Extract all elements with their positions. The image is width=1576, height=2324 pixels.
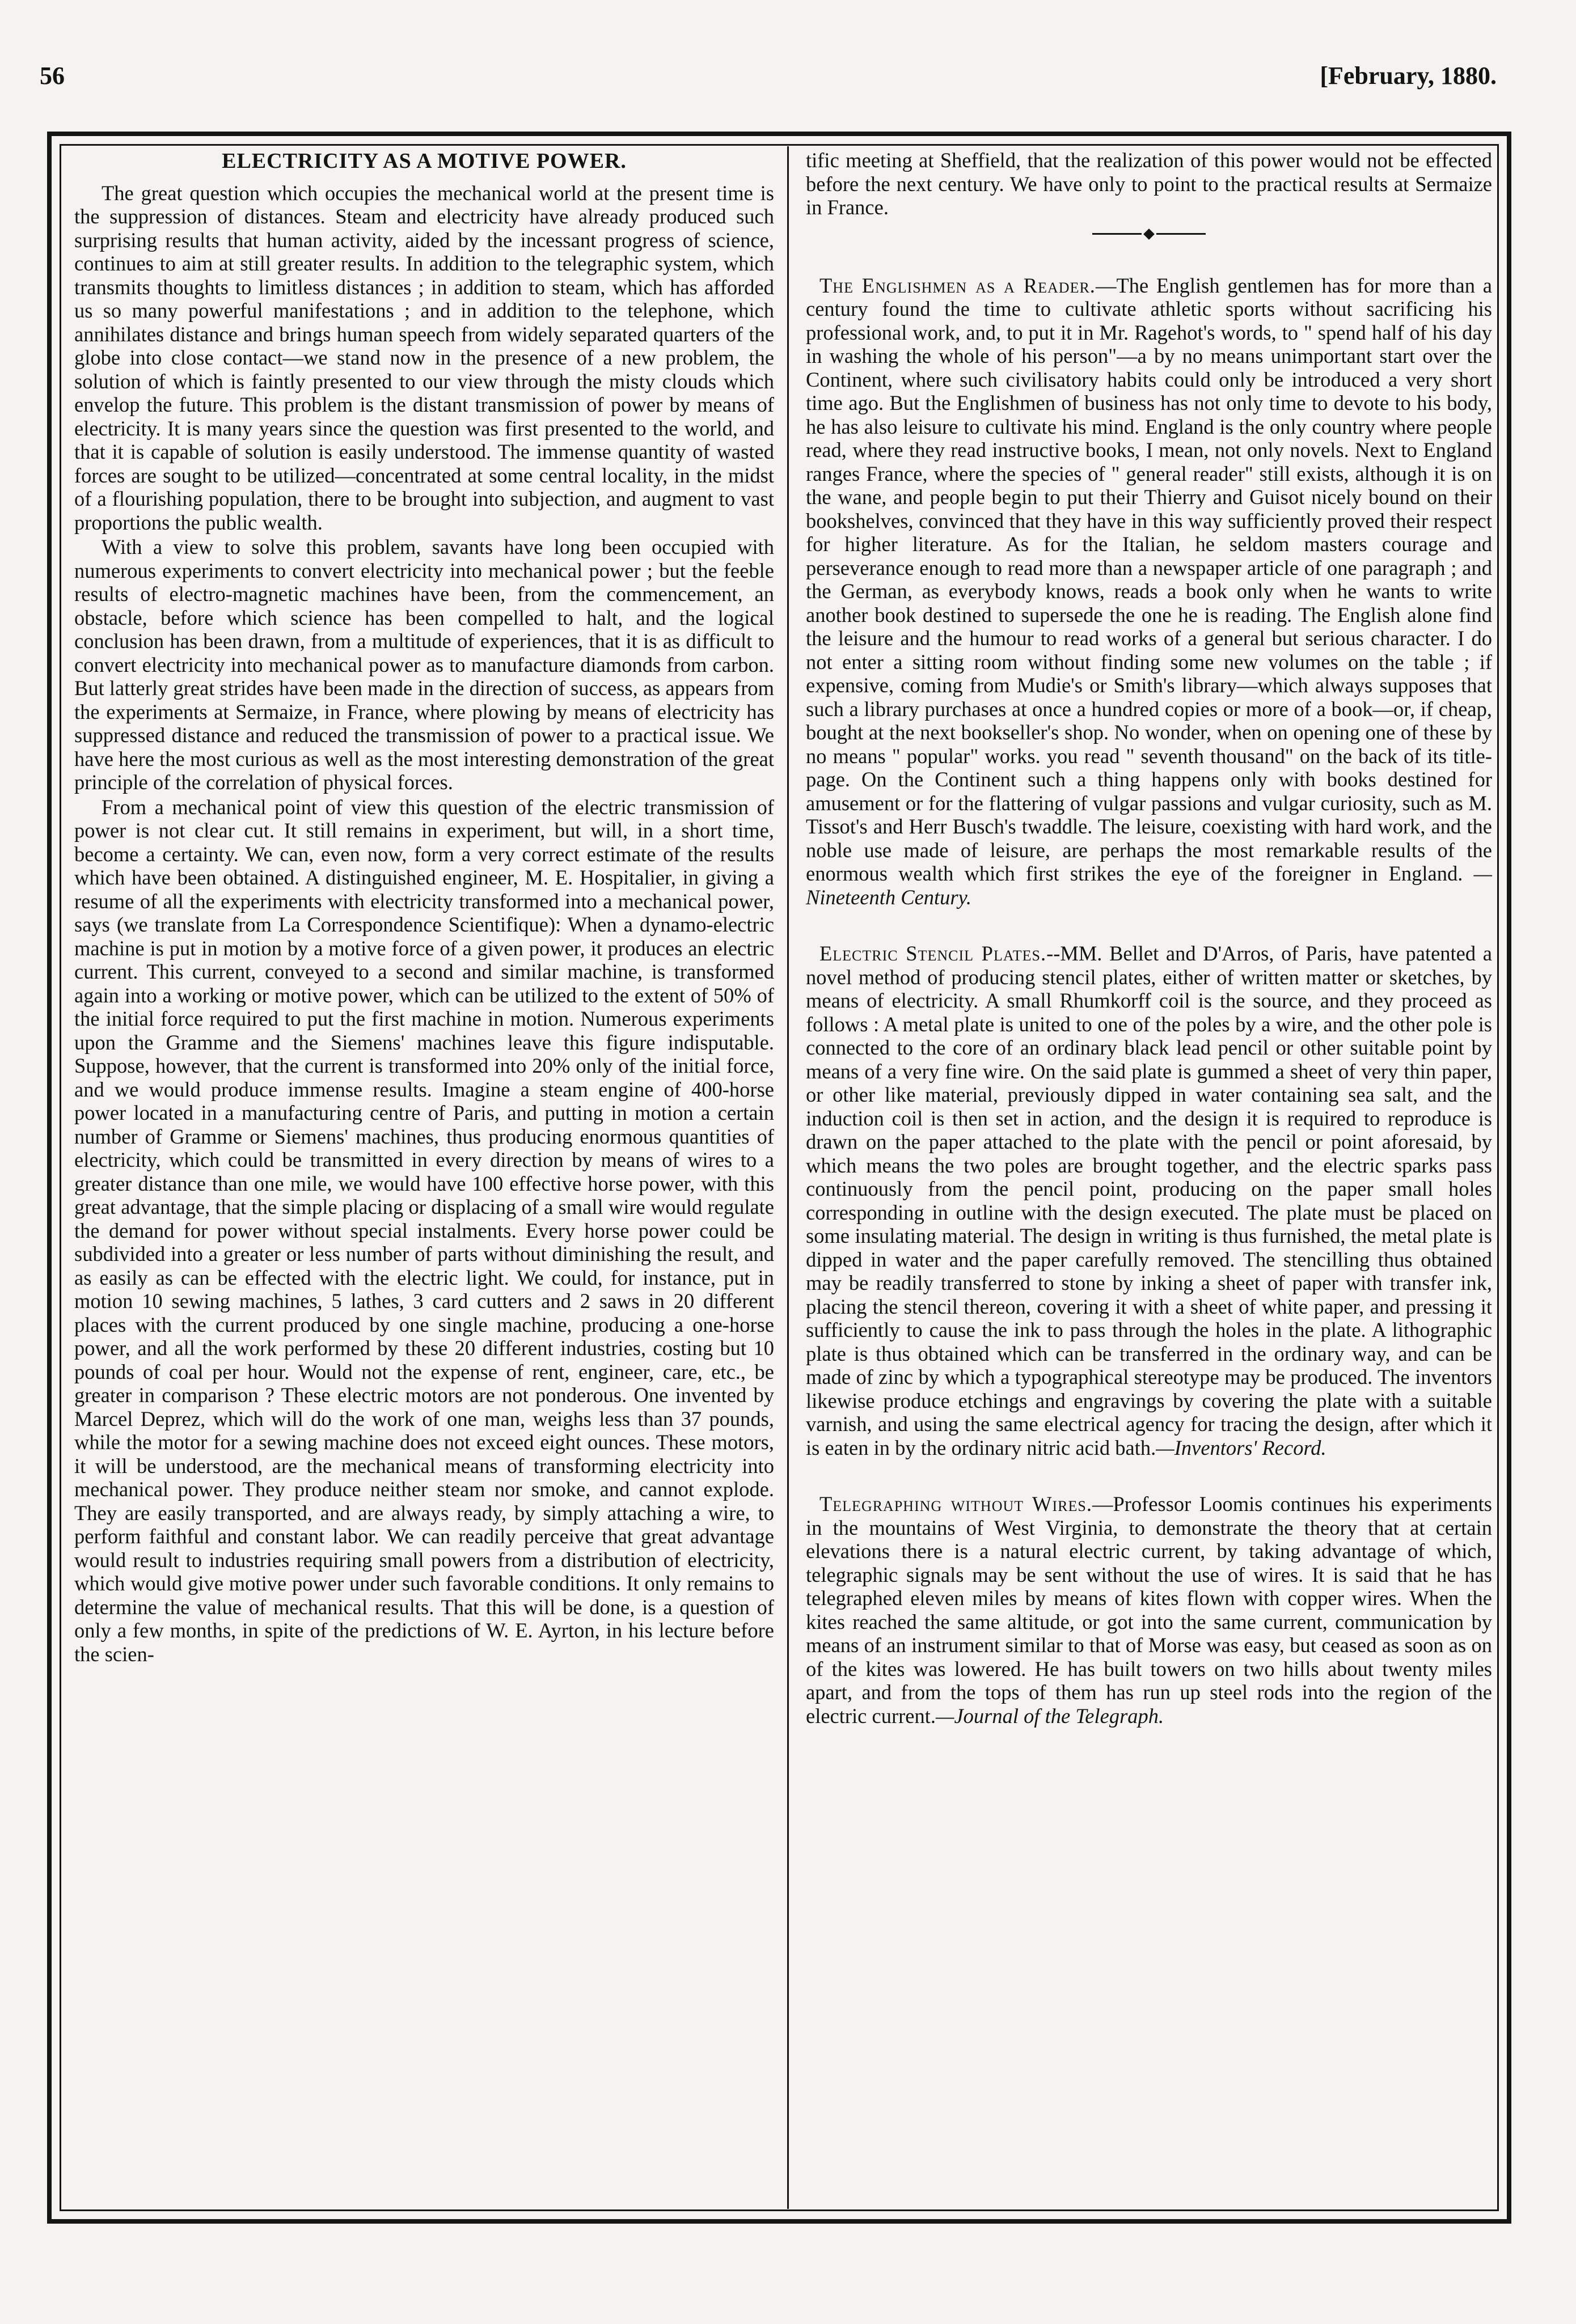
issue-date: [February, 1880. (1320, 62, 1497, 90)
article-paragraph-1: The great question which occupies the mechanical world at the present time is the suppression of distances. Steam and electricity have already produced such surprising results that human activity, aided by the incessant progress of science, continues to aim at still greater results. In addition to the telegraphic system, which transmits thoughts to limitless distances ; in addition to steam, which has afforded us so many powerful manifestations ; and in addition to the telephone, which annihilates distance and brings human speech from widely separated quarters of the globe into close contact—we stand now in the presence of a new problem, the solution of which is faintly presented to our view through the misty clouds which envelop the future. This problem is the distant transmission of power by means of electricity. It is many years since the question was first presented to the world, and that it is capable of solution is easily understood. The immense quantity of wasted forces are sought to be utilized—concentrated at some central locality, in the midst of a flourishing population, there to be brought into subjection, and augment to vast proportions the public wealth. (74, 181, 774, 534)
article-continuation: tific meeting at Sheffield, that the realization of this power would not be effected before the next century. We have only to point to the practical results at Sermaize in France. (806, 149, 1492, 219)
article-paragraph-2: With a view to solve this problem, savants have long been occupied with numerous experiments to convert electricity into mechanical power ; but the feeble results of electro-magnetic machines have been, from the commencement, an obstacle, before which science has been compelled to halt, and the logical conclusion has been drawn, from a multitude of experiences, that it is as difficult to convert electricity into mechanical power as to manufacture diamonds from carbon. But latterly great strides have been made in the direction of success, as appears from the experiments at Sermaize, in France, where plowing by means of electricity has suppressed distance and reduced the transmission of power to a practical issue. We have here the most curious as well as the most interesting demonstration of the great principle of the correlation of physical forces. (74, 535, 774, 794)
column-divider (787, 146, 789, 2209)
double-rule-frame (47, 132, 1511, 2224)
section-source: —Nineteenth Century. (806, 862, 1492, 909)
section-source: —Journal of the Telegraph. (935, 1704, 1164, 1728)
section-body: --MM. Bellet and D'Arros, of Paris, have patented a novel method of producing stencil plates, either of written matter or sketches, by means of electricity. A small Rhumkorff coil is the source, and they proceed as follows : A metal plate is united to one of the poles by a wire, and the other pole is connected to the core of an ordinary black lead pencil or other suitable point by means of a very fine wire. On the said plate is gummed a sheet of very thin paper, or other like material, previously dipped in water containing sea salt, and the induction coil is then set in action, and the design it is required to reproduce is drawn on the paper attached to the plate with the pencil or point aforesaid, by which means the two poles are brought together, and the electric sparks pass continuously from the pencil point, producing on the paper small holes corresponding in outline with the design executed. The plate must be placed on some insulating material. The design in writing is thus furnished, the metal plate is dipped in water and the paper carefully removed. The stencilling thus obtained may be readily transferred to stone by inking a sheet of paper with transfer ink, placing the stencil thereon, covering it with a sheet of white paper, and pressing it sufficiently to cause the ink to pass through the holes in the plate. A lithographic plate is thus obtained which can be transferred in the ordinary way, and can be made of zinc by which a typographical stereotype may be produced. The inventors likewise produce etchings and engravings by covering the plate with a suitable varnish, and using the same electrical agency for tracing the design, after which it is eaten in by the ordinary nitric acid bath. (806, 942, 1492, 1459)
section-heading: Electric Stencil Plates. (819, 942, 1047, 965)
dash-diamond-dash-ornament (1092, 227, 1206, 241)
section-englishmen-reader (806, 274, 1492, 909)
section-heading: The Englishmen as a Reader. (819, 273, 1096, 297)
article-paragraph-3: From a mechanical point of view this question of the electric transmission of power is not clear cut. It still remains in experiment, but will, in a short time, become a certainty. We can, even now, form a very correct estimate of the results which have been obtained. A distinguished engineer, M. E. Hospitalier, in giving a resume of all the experiments with electricity transformed into a mechanical power, says (we translate from La Correspondence Scientifique): When a dynamo-electric machine is put in motion by a motive force of a given power, it produces an electric current. This current, conveyed to a second and similar machine, is transformed again into a working or motive power, which can be utilized to the extent of 50% of the initial force required to put the first machine in motion. Numerous experiments upon the Gramme and the Siemens' machines leave this figure indisputable. Suppose, however, that the current is transformed into 20% only of the initial force, and we would produce immense results. Imagine a steam engine of 400-horse power located in a manufacturing centre of Paris, and putting in motion a certain number of Gramme or Siemens' machines, thus producing enormous quantities of electricity, which could be transmitted in every direction by means of wires to a greater distance than one mile, we would have 100 effective horse power, with this great advantage, that the simple placing or displacing of a small wire would regulate the demand for power without special instalments. Every horse power could be subdivided into a greater or less number of parts without diminishing the result, and as easily as can be effected with the electric light. We could, for instance, put in motion 10 sewing machines, 5 lathes, 3 card cutters and 2 saws in 20 different places with the current produced by one single machine, producing a one-horse power, and all the work performed by these 20 different industries, costing but 10 pounds of coal per hour. Would not the expense of rent, engineer, care, etc., be greater in comparison ? These electric motors are not ponderous. One invented by Marcel Deprez, which will do the work of one man, weighs less than 37 pounds, while the motor for a sewing machine does not exceed eight ounces. These motors, it will be understood, are the mechanical means of transforming electricity into mechanical power. They produce neither steam nor smoke, and cannot explode. They are easily transported, and are always ready, by simply attaching a wire, to perform faithful and constant labor. We can readily perceive that great advantage would result to industries requiring small powers from a distribution of electricity, which would give motive power under such favorable conditions. It only remains to determine the value of mechanical results. That this will be done, is a question of only a few months, in spite of the predictions of W. E. Ayrton, in his lecture before the scien- (74, 795, 774, 1666)
section-electric-stencil-plates (806, 942, 1492, 1459)
section-body: —Professor Loomis continues his experiments in the mountains of West Virginia, to demonstrate the theory that at certain elevations there is a natural electric current, by taking advantage of which, telegraphic signals may be sent without the use of wires. It is said that he has telegraphed eleven miles by means of kites flown with copper wires. When the kites reached the same altitude, or got into the same current, communication by means of an instrument similar to that of Morse was easy, but ceased as soon as on of the kites was lowered. He has built towers on two hills about twenty miles apart, and from the tops of them has run up steel rods into the region of the electric current. (806, 1492, 1492, 1728)
left-column (74, 149, 774, 1666)
article-title: ELECTRICITY AS A MOTIVE POWER. (222, 149, 627, 173)
section-telegraphing-without-wires (806, 1492, 1492, 1728)
section-body: —The English gentlemen has for more than a century found the time to cultivate athletic sports without sacrificing his professional work, and, to put it in Mr. Ragehot's words, to " spend half of his day in washing the whole of his person"—a by no means unimportant start over the Continent, where such civilisatory habits could only be introduced a very short time ago. But the Englishmen of business has not only time to devote to his body, he has also leisure to cultivate his mind. England is the only country where people read, where they read instructive books, I mean, not only novels. Next to England ranges France, where the species of " general reader" still exists, although it is on the wane, and people begin to put their Thierry and Guisot nicely bound on their bookshelves, convinced that they have in this way sufficiently proved their respect for higher literature. As for the Italian, he seldom masters courage and perseverance enough to read more than a newspaper article of one paragraph ; and the German, as everybody knows, reads a book only when he wants to write another book destined to supersede the one he is reading. The English alone find the leisure and the humour to read works of a general but serious character. I do not enter a sitting room without finding some new volumes on the table ; if expensive, coming from Mudie's or Smith's library—which always supposes that such a library purchases at once a hundred copies or more of a book—or, if cheap, bought at the next bookseller's shop. No wonder, when on opening one of these by no means " popular" works. you read " seventh thousand" on the back of its title-page. On the Continent such a thing happens only with books destined for amusement or for the flattering of vulgar passions and vulgar curiosity, such as M. Tissot's and Herr Busch's twaddle. The leisure, coexisting with hard work, and the noble use made of leisure, are perhaps the most remarkable results of the enormous wealth which first strikes the eye of the foreigner in England. (806, 273, 1492, 885)
section-heading: Telegraphing without Wires. (819, 1492, 1092, 1516)
right-column (806, 149, 1492, 1728)
page-number: 56 (40, 62, 65, 90)
section-source: —Inventors' Record. (1156, 1436, 1326, 1459)
